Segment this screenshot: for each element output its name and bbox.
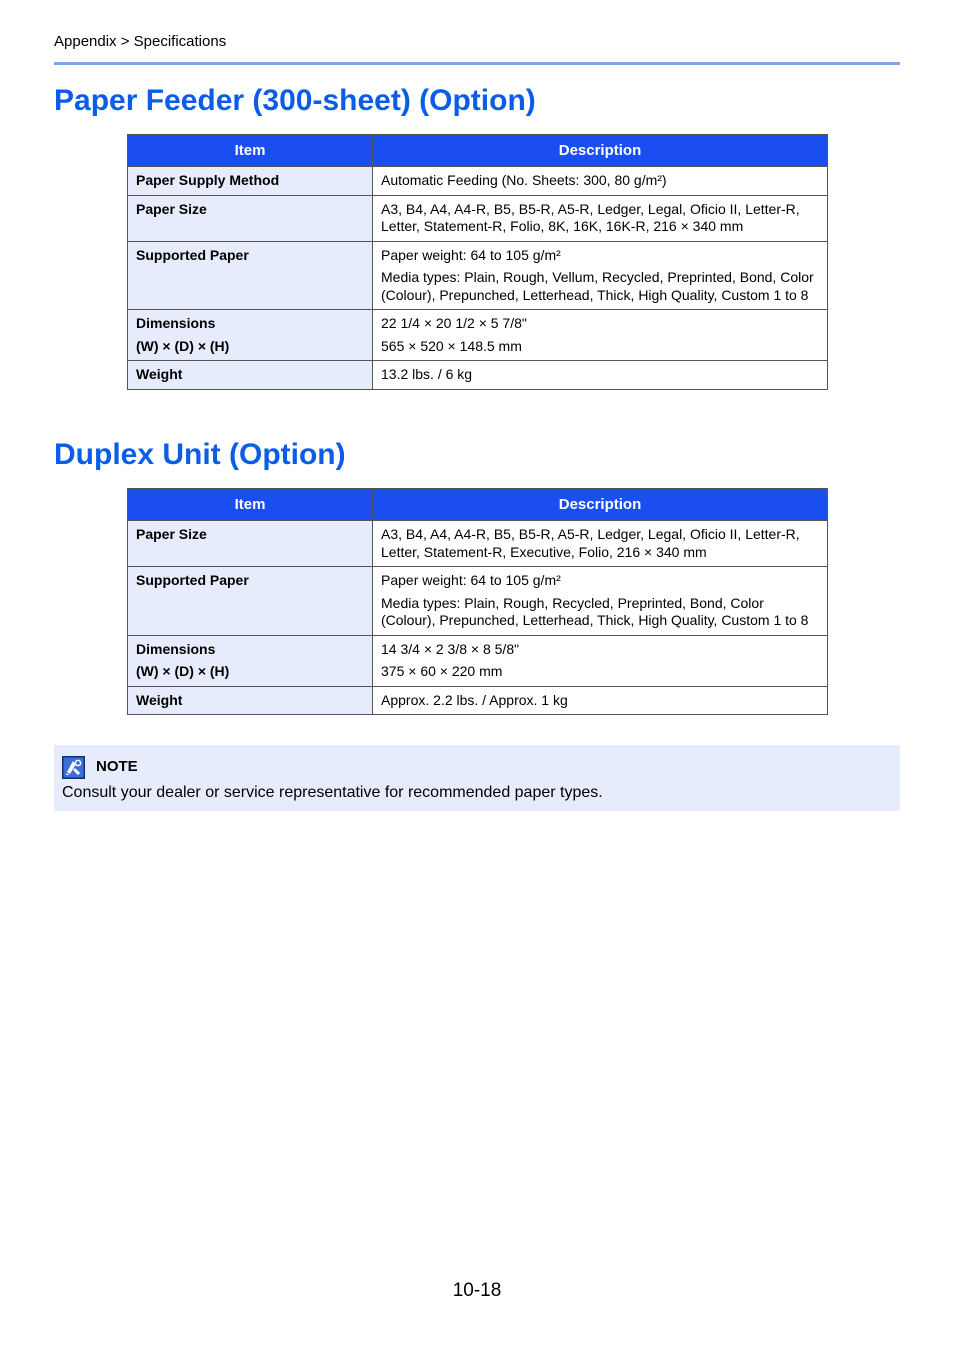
item-cell xyxy=(128,195,373,241)
description-text: 14 3/4 × 2 3/8 × 8 5/8" xyxy=(381,640,520,657)
item-text: Paper Size xyxy=(136,200,207,217)
table-row xyxy=(128,241,828,310)
item-cell xyxy=(128,361,373,390)
column-header-item: Item xyxy=(128,135,373,167)
column-header-description: Description xyxy=(373,135,828,167)
description-text: Media types: Plain, Rough, Vellum, Recycled, Preprinted, Bond, Color (Colour), Prepunched, Letterhead, Thick, High Quality, Custom 1 to 8 xyxy=(381,269,814,303)
description-text: 375 × 60 × 220 mm xyxy=(381,663,503,679)
note-label: NOTE xyxy=(96,758,138,775)
description-cell xyxy=(373,361,828,390)
table-row xyxy=(128,567,828,636)
item-text: Dimensions xyxy=(136,315,216,331)
description-text: 22 1/4 × 20 1/2 × 5 7/8" xyxy=(381,315,527,331)
item-text: Weight xyxy=(136,366,183,382)
item-cell xyxy=(128,241,373,310)
description-text: Paper weight: 64 to 105 g/m² xyxy=(381,246,561,263)
breadcrumb: Appendix > Specifications xyxy=(54,33,227,50)
item-cell xyxy=(128,567,373,636)
item-text: Dimensions xyxy=(136,640,216,657)
table-row xyxy=(128,310,828,361)
item-text: Supported Paper xyxy=(136,246,249,263)
description-cell xyxy=(373,310,828,361)
table-row xyxy=(128,635,828,686)
table-row xyxy=(128,195,828,241)
description-cell xyxy=(373,521,828,567)
section-title-duplex-unit: Duplex Unit (Option) xyxy=(54,438,346,471)
note-box xyxy=(54,745,900,811)
description-text: Approx. 2.2 lbs. / Approx. 1 kg xyxy=(381,691,568,708)
item-cell xyxy=(128,167,373,196)
description-text: Paper weight: 64 to 105 g/m² xyxy=(381,572,561,588)
paper-feeder-spec-table xyxy=(127,134,828,390)
description-cell xyxy=(373,686,828,715)
table-row xyxy=(128,686,828,715)
note-text: Consult your dealer or service representative for recommended paper types. xyxy=(62,784,603,801)
note-icon xyxy=(62,756,85,779)
table-row xyxy=(128,167,828,196)
page-number: 10-18 xyxy=(452,1280,502,1301)
table-header-row xyxy=(128,489,828,521)
description-cell xyxy=(373,241,828,310)
description-cell xyxy=(373,195,828,241)
description-cell xyxy=(373,167,828,196)
item-text: (W) × (D) × (H) xyxy=(136,337,230,354)
item-text: (W) × (D) × (H) xyxy=(136,663,230,679)
description-text: A3, B4, A4, A4-R, B5, B5-R, A5-R, Ledger, Legal, Oficio II, Letter-R, Letter, Statement-R, Executive, Folio, 216 × 340 mm xyxy=(381,526,800,560)
header-divider xyxy=(54,62,900,65)
description-text: Automatic Feeding (No. Sheets: 300, 80 g/m²) xyxy=(381,172,667,188)
item-cell xyxy=(128,521,373,567)
column-header-item: Item xyxy=(128,489,373,521)
table-row xyxy=(128,521,828,567)
item-cell xyxy=(128,686,373,715)
description-text: 565 × 520 × 148.5 mm xyxy=(381,337,522,354)
item-text: Weight xyxy=(136,691,183,708)
duplex-unit-spec-table xyxy=(127,488,828,715)
description-text: Media types: Plain, Rough, Recycled, Preprinted, Bond, Color (Colour), Prepunched, Letterhead, Thick, High Quality, Custom 1 to 8 xyxy=(381,594,809,628)
column-header-description: Description xyxy=(373,489,828,521)
table-header-row xyxy=(128,135,828,167)
item-cell xyxy=(128,310,373,361)
item-cell xyxy=(128,635,373,686)
item-text: Paper Supply Method xyxy=(136,172,280,188)
table-row xyxy=(128,361,828,390)
item-text: Supported Paper xyxy=(136,572,249,588)
description-cell xyxy=(373,567,828,636)
description-cell xyxy=(373,635,828,686)
item-text: Paper Size xyxy=(136,526,207,542)
description-text: A3, B4, A4, A4-R, B5, B5-R, A5-R, Ledger, Legal, Oficio II, Letter-R, Letter, Statement-R, Folio, 8K, 16K, 16K-R, 216 × 340 mm xyxy=(381,200,800,234)
description-text: 13.2 lbs. / 6 kg xyxy=(381,366,473,382)
section-title-paper-feeder: Paper Feeder (300-sheet) (Option) xyxy=(54,84,536,117)
